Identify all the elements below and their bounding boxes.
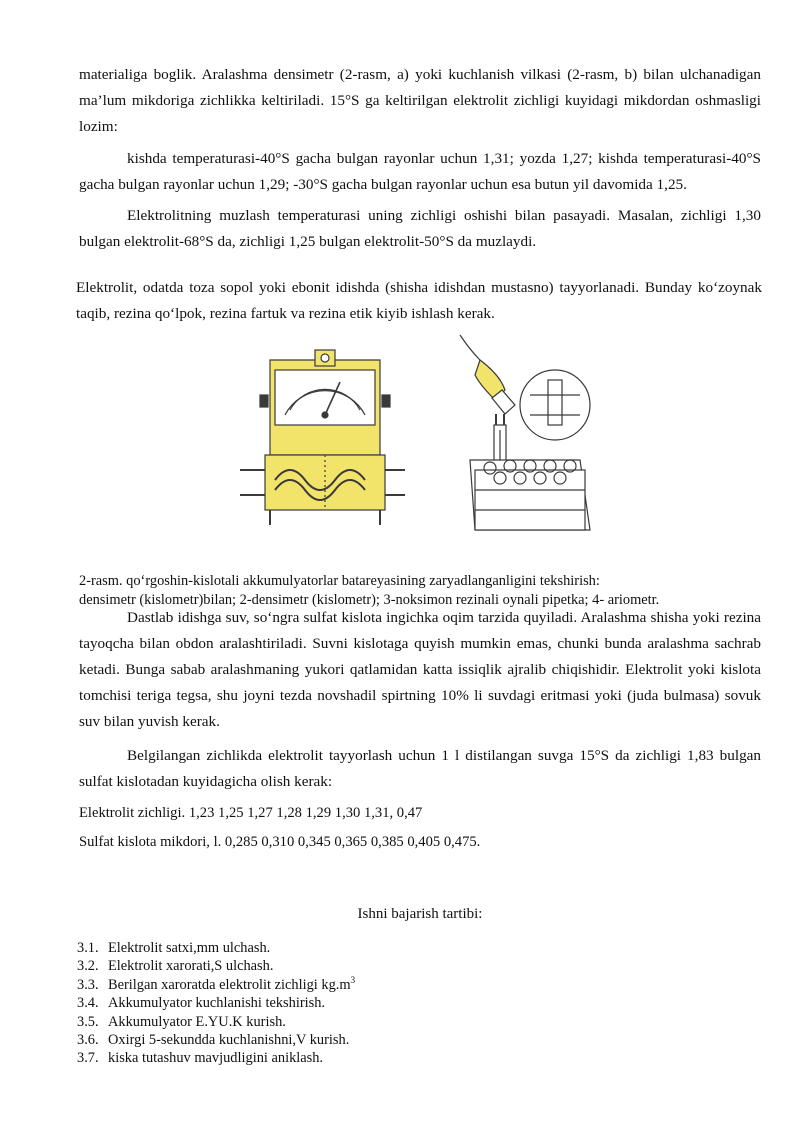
- procedure-step: [77, 1049, 355, 1067]
- paragraph-density-values: kishda temperaturasi-40°S gacha bulgan rayonlar uchun 1,31; yozda 1,27; kishda temperaturasi-40°S gacha bulgan rayonlar uchun 1,29; -30°S gacha bulgan rayonlar uchun esa butun yil davomida 1,25.: [79, 150, 761, 193]
- density-values-line: Elektrolit zichligi. 1,23 1,25 1,27 1,28 1,29 1,30 1,31, 0,47: [79, 805, 423, 821]
- procedure-steps: [77, 939, 355, 1068]
- procedure-step: [77, 1031, 355, 1049]
- step-text: Berilgan xaroratda elektrolit zichligi kg.m: [108, 976, 351, 993]
- paragraph-safety: Elektrolit, odatda toza sopol yoki ebonit idishda (shisha idishdan mustasno) tayyorlanadi. Bunday ko‘zoynak taqib, rezina qo‘lpok, rezina fartuk va rezina etik kiyib ishlash kerak.: [76, 279, 762, 322]
- step-text: Akkumulyator kuchlanishi tekshirish.: [108, 995, 326, 1012]
- hydrometer-battery-illustration: [460, 335, 590, 530]
- procedure-step: [77, 994, 355, 1012]
- figure-caption-line1: 2-rasm. qo‘rgoshin-kislotali akkumulyatorlar batareyasining zaryadlanganligini tekshirish:: [79, 573, 600, 589]
- step-number: 3.5.: [77, 1013, 99, 1030]
- step-number: 3.6.: [77, 1031, 99, 1048]
- paragraph-preparation: Belgilangan zichlikda elektrolit tayyorlash uchun 1 l distilangan suvga 15°S da zichligi 1,83 bulgan sulfat kislotadan kuyidagicha olish kerak:: [79, 747, 761, 790]
- step-number: 3.7.: [77, 1050, 99, 1067]
- step-text: Akkumulyator E.YU.K kurish.: [108, 1013, 286, 1030]
- step-number: 3.2.: [77, 958, 99, 975]
- step-text: Elektrolit satxi,mm ulchash.: [108, 940, 271, 956]
- procedure-step: [77, 939, 355, 957]
- acid-amount-line: Sulfat kislota mikdori, l. 0,285 0,310 0,345 0,365 0,385 0,405 0,475.: [79, 834, 481, 850]
- step-number: 3.1.: [77, 940, 99, 956]
- step-text: kiska tutashuv mavjudligini aniklash.: [108, 1050, 324, 1067]
- paragraph-freezing: Elektrolitning muzlash temperaturasi uning zichligi oshishi bilan pasayadi. Masalan, zichligi 1,30 bulgan elektrolit-68°S da, zichligi 1,25 bulgan elektrolit-50°S da muzlaydi.: [79, 207, 761, 250]
- procedure-title: Ishni bajarish tartibi:: [357, 906, 483, 922]
- procedure-step: [77, 1013, 355, 1031]
- paragraph-mixing: Dastlab idishga suv, so‘ngra sulfat kislota ingichka oqim tarzida quyiladi. Aralashma shisha yoki rezina tayoqcha bilan obdon aralashtiriladi. Suvni kislotaga quyish mumkin emas, chunki bunda aralashma sachrab ketadi. Bunga sabab aralashmaning yukori qatlamidan katta issiqlik ajralib chiqishidir. Elektrolit yoki kislota tomchisi teriga tegsa, shu joyni tezda novshadil spirtning 10% li suvdagi eritmasi yoki (juda bulmasa) sovuk suv bilan yuvish kerak.: [79, 609, 761, 730]
- step-superscript: 3: [350, 974, 356, 985]
- load-fork-voltmeter-illustration: [240, 350, 405, 525]
- step-number: 3.4.: [77, 995, 99, 1012]
- step-number: 3.3.: [77, 976, 99, 993]
- procedure-step: [77, 957, 355, 975]
- figure-caption-line2: densimetr (kislometr)bilan; 2-densimetr (kislometr); 3-noksimon rezinali oynali pipetka; 4- ariometr.: [79, 592, 660, 608]
- figure-illustration: [230, 330, 610, 565]
- figure-2: [230, 330, 610, 565]
- paragraph-density-intro: materialiga boglik. Aralashma densimetr (2-rasm, a) yoki kuchlanish vilkasi (2-rasm, b) bilan ulchanadigan ma’lum mikdoriga zichlikka keltiriladi. 15°S ga keltirilgan elektrolit zichligi kuyidagi mikdordan oshmasligi lozim:: [79, 66, 761, 135]
- step-text: Elektrolit xarorati,S ulchash.: [108, 958, 274, 975]
- procedure-step: [77, 976, 355, 994]
- step-text: Oxirgi 5-sekundda kuchlanishni,V kurish.: [108, 1031, 350, 1048]
